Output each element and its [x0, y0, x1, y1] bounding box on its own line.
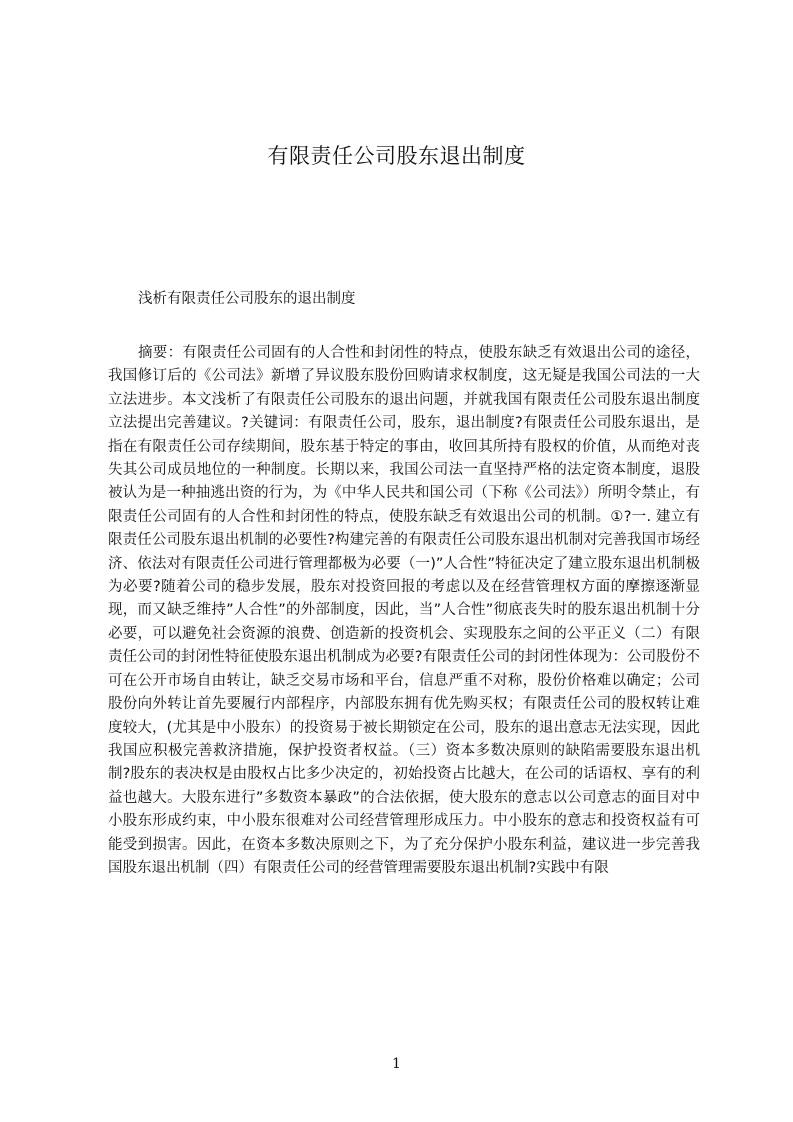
- document-title: 有限责任公司股东退出制度: [267, 144, 526, 168]
- body-paragraph: 摘要：有限责任公司固有的人合性和封闭性的特点，使股东缺乏有效退出公司的途径，我国修订后的《公司法》新增了异议股东股份回购请求权制度，这无疑是我国公司法的一大立法进步。本文浅析了有限责任公司股东的退出问题，并就我国有限责任公司股东退出制度立法提出完善建议。?关键词：有限责任公司，股东，退出制度?有限责任公司股东退出，是指在有限责任公司存续期间，股东基于特定的事由，收回其所持有股权的价值，从而绝对丧失其公司成员地位的一种制度。长期以来，我国公司法一直坚持严格的法定资本制度，退股被认为是一种抽逃出资的行为，为《中华人民共和国公司（下称《公司法》）所明令禁止，有限责任公司固有的人合性和封闭性的特点，使股东缺乏有效退出公司的机制。①?一. 建立有限责任公司股东退出机制的必要性?构建完善的有限责任公司股东退出机制对完善我国市场经济、依法对有限责任公司进行管理都极为必要（一)”人合性”特征决定了建立股东退出机制极为必要?随着公司的稳步发展，股东对投资回报的考虑以及在经营管理权方面的摩擦逐渐显现，而又缺乏维持”人合性”的外部制度，因此，当”人合性”彻底丧失时的股东退出机制十分必要，可以避免社会资源的浪费、创造新的投资机会、实现股东之间的公平正义（二）有限责任公司的封闭性特征使股东退出机制成为必要?有限责任公司的封闭性体现为：公司股份不可在公开市场自由转让，缺乏交易市场和平台，信息严重不对称，股份价格难以确定；公司股份向外转让首先要履行内部程序，内部股东拥有优先购买权；有限责任公司的股权转让难度较大，(尤其是中小股东）的投资易于被长期锁定在公司，股东的退出意志无法实现，因此我国应积极完善救济措施，保护投资者权益。（三）资本多数决原则的缺陷需要股东退出机制?股东的表决权是由股权占比多少决定的，初始投资占比越大，在公司的话语权、享有的利益也越大。大股东进行”多数资本暴政”的合法依据，使大股东的意志以公司意志的面目对中小股东形成约束，中小股东很难对公司经营管理形成压力。中小股东的意志和投资权益有可能受到损害。因此，在资本多数决原则之下，为了充分保护小股东利益，建议进一步完善我国股东退出机制（四）有限责任公司的经营管理需要股东退出机制?实践中有限: [108, 345, 700, 876]
- document-subtitle: 浅析有限责任公司股东的退出制度: [138, 291, 356, 307]
- page-number: 1: [392, 1056, 401, 1072]
